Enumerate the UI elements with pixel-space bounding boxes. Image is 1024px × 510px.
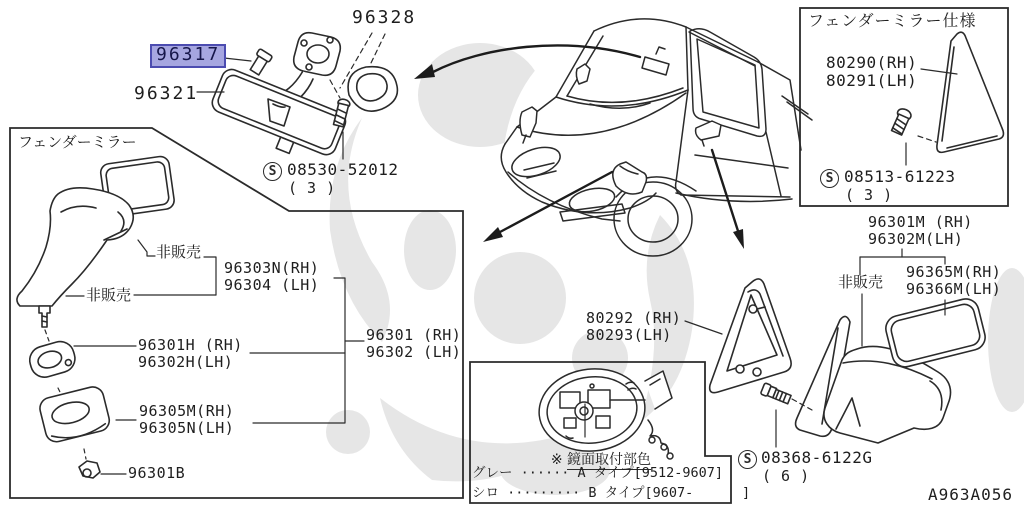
part-label-96366m[interactable]: 96366M(LH) — [906, 280, 1002, 298]
screw-symbol-icon: S — [738, 450, 757, 469]
interior-mirror-drawing — [197, 33, 397, 169]
note-reference-mark: ※ — [550, 451, 567, 468]
part-label-80290[interactable]: 80290(RH) — [826, 53, 918, 72]
fender-mirror-box — [10, 128, 463, 498]
car-mask — [505, 19, 802, 213]
qty-label-08530: ( 3 ) — [288, 179, 336, 197]
part-label-08530-52012[interactable]: 08530-52012 — [287, 160, 399, 179]
part-label-96302[interactable]: 96302 (LH) — [366, 343, 462, 361]
not-sold-label-c: 非販売 — [838, 273, 884, 291]
part-label-96321[interactable]: 96321 — [134, 83, 199, 104]
part-label-96302m[interactable]: 96302M(LH) — [868, 230, 964, 248]
part-label-96301[interactable]: 96301 (RH) — [366, 326, 462, 344]
part-label-08368-6122g[interactable]: 08368-6122G — [761, 448, 873, 467]
part-label-96304[interactable]: 96304 (LH) — [224, 276, 320, 294]
part-label-08513-61223[interactable]: 08513-61223 — [844, 167, 956, 186]
part-label-96301m[interactable]: 96301M (RH) — [868, 213, 973, 231]
part-label-80293[interactable]: 80293(LH) — [586, 326, 672, 344]
part-label-96365m[interactable]: 96365M(RH) — [906, 263, 1002, 281]
qty-label-08368: ( 6 ) — [762, 467, 810, 485]
fender-box-title: フェンダーミラー — [18, 133, 137, 151]
part-label-96301h[interactable]: 96301H (RH) — [138, 336, 243, 354]
legend-row-white: シロ ········· B タイプ[9607- ] — [472, 485, 751, 501]
legend-row-gray: グレー ······ A タイプ[9512-9607] — [472, 465, 724, 481]
screw-symbol-icon: S — [820, 169, 839, 188]
part-label-80292[interactable]: 80292 (RH) — [586, 309, 682, 327]
part-label-96317-highlighted[interactable]: 96317 — [150, 44, 226, 68]
part-label-96305n[interactable]: 96305N(LH) — [139, 419, 235, 437]
part-label-96301b[interactable]: 96301B — [128, 464, 186, 482]
note-title-text: 鏡面取付部色 — [567, 451, 651, 468]
diagram-code: A963A056 — [928, 485, 1014, 504]
part-label-96302h[interactable]: 96302H(LH) — [138, 353, 234, 371]
part-label-96328[interactable]: 96328 — [352, 7, 417, 28]
not-sold-label-b: 非販売 — [86, 286, 132, 304]
part-label-96305m[interactable]: 96305M(RH) — [139, 402, 235, 420]
spec-box-title: フェンダーミラー仕様 — [808, 11, 977, 30]
part-label-80291[interactable]: 80291(LH) — [826, 71, 918, 90]
screw-symbol-icon: S — [263, 162, 282, 181]
part-label-96303n[interactable]: 96303N(RH) — [224, 259, 320, 277]
qty-label-08513: ( 3 ) — [845, 186, 893, 204]
not-sold-label-a: 非販売 — [156, 243, 202, 261]
